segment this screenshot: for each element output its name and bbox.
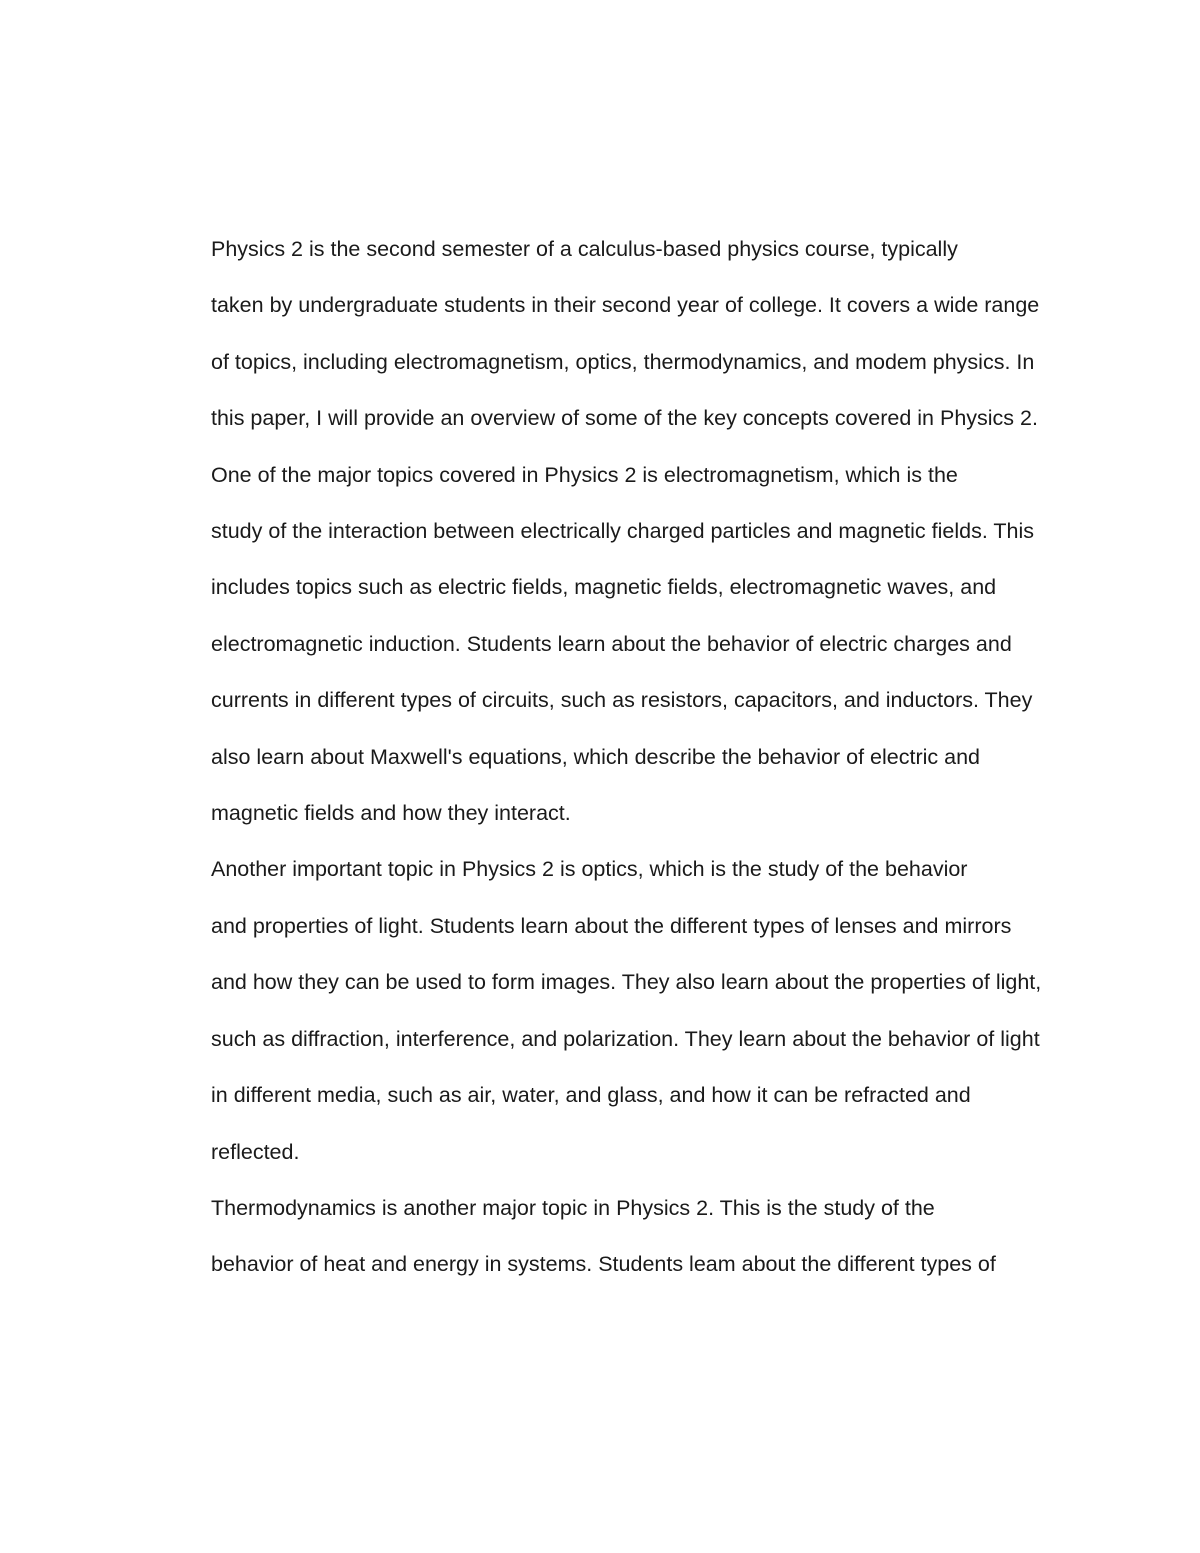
- document-body: [143, 221, 1055, 1293]
- text-line: and properties of light. Students learn about the different types of lenses and mirrors: [211, 913, 1012, 938]
- text-line: in different media, such as air, water, and glass, and how it can be refracted and: [211, 1083, 971, 1108]
- text-line: includes topics such as electric fields, magnetic fields, electromagnetic waves, and: [211, 575, 997, 600]
- text-line: One of the major topics covered in Physics 2 is electromagnetism, which is the: [211, 462, 958, 487]
- paragraph-optics: [143, 841, 1055, 1179]
- text-line: Thermodynamics is another major topic in Physics 2. This is the study of the: [211, 1195, 935, 1220]
- paragraph-thermodynamics: [143, 1180, 1055, 1293]
- text-line: this paper, I will provide an overview of some of the key concepts covered in Physics 2.: [211, 406, 1038, 431]
- text-line: and how they can be used to form images. They also learn about the properties of light,: [211, 970, 1042, 995]
- text-line: currents in different types of circuits, such as resistors, capacitors, and inductors. They: [211, 688, 1033, 713]
- text-line: such as diffraction, interference, and polarization. They learn about the behavior of light: [211, 1026, 1040, 1051]
- text-line: magnetic fields and how they interact.: [211, 801, 571, 826]
- text-line: taken by undergraduate students in their second year of college. It covers a wide range: [211, 293, 1040, 318]
- text-line: study of the interaction between electrically charged particles and magnetic fields. This: [211, 519, 1035, 544]
- text-line: reflected.: [211, 1139, 300, 1164]
- text-line: behavior of heat and energy in systems. Students leam about the different types of: [211, 1252, 996, 1277]
- paragraph-intro: [143, 221, 1055, 447]
- text-line: Physics 2 is the second semester of a calculus-based physics course, typically: [211, 237, 958, 261]
- paragraph-electromagnetism: [143, 447, 1055, 842]
- text-line: Another important topic in Physics 2 is optics, which is the study of the behavior: [211, 857, 968, 882]
- text-line: of topics, including electromagnetism, optics, thermodynamics, and modem physics. In: [211, 349, 1035, 374]
- text-line: also learn about Maxwell's equations, which describe the behavior of electric and: [211, 744, 980, 769]
- text-line: electromagnetic induction. Students learn about the behavior of electric charges and: [211, 631, 1012, 656]
